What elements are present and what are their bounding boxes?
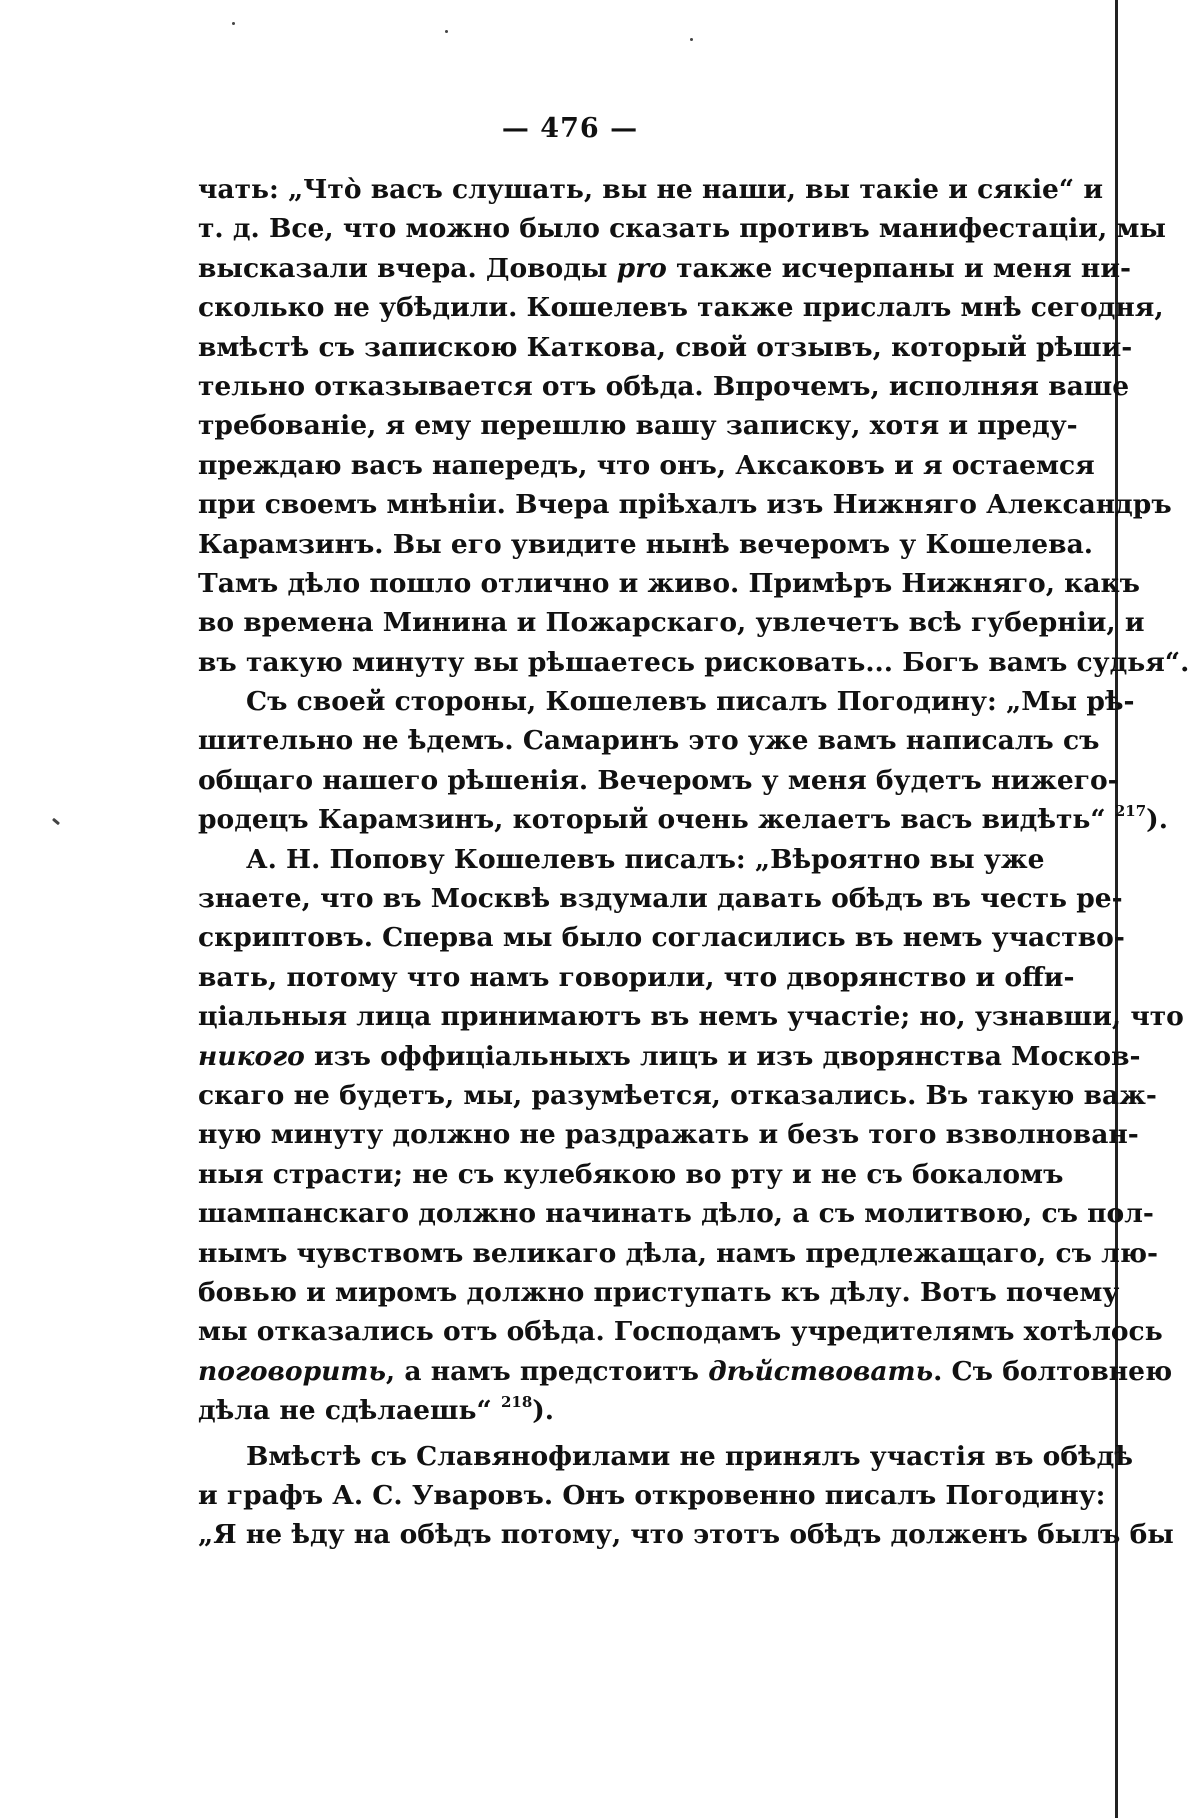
text-line <box>198 564 1140 603</box>
text-segment: , а намъ предстоитъ <box>385 1355 709 1387</box>
text-segment: дѣла не сдѣлаешь“ <box>198 1395 501 1427</box>
text-segment: шампанскаго должно начинать дѣло, а съ молитвою, съ пол- <box>198 1198 1154 1230</box>
text-line <box>198 525 1093 564</box>
text-line <box>198 1352 1173 1391</box>
text-line <box>198 170 1104 209</box>
text-segment: родецъ Карамзинъ, который очень желаетъ васъ видѣть“ <box>198 804 1115 836</box>
text-line <box>198 367 1130 406</box>
text-line <box>198 328 1133 367</box>
scan-speck <box>445 30 448 33</box>
text-segment: „Я не ѣду на обѣдъ потому, что этотъ обѣдъ долженъ былъ бы <box>198 1519 1174 1551</box>
text-segment: . Съ болтовнею <box>933 1355 1173 1387</box>
text-segment: также исчерпаны и меня ни- <box>666 252 1131 284</box>
text-line <box>198 800 1168 839</box>
text-line <box>198 958 1075 997</box>
text-segment: ). <box>1146 804 1168 836</box>
text-line <box>198 406 1078 445</box>
text-line <box>198 997 1184 1036</box>
scan-speck <box>690 38 693 41</box>
text-segment: скриптовъ. Сперва мы было согласились въ немъ участво- <box>198 922 1125 954</box>
text-line <box>198 840 1045 879</box>
text-segment: т. д. Все, что можно было сказать противъ манифестаціи, мы <box>198 213 1166 245</box>
text-segment: ныя страсти; не съ кулебякою во рту и не съ бокаломъ <box>198 1158 1064 1190</box>
text-line <box>198 1194 1154 1233</box>
text-segment: и графъ А. С. Уваровъ. Онъ откровенно писалъ Погодину: <box>198 1479 1106 1511</box>
text-segment: Карамзинъ. Вы его увидите нынѣ вечеромъ у Кошелева. <box>198 528 1093 560</box>
footnote-ref: 218 <box>500 1393 533 1412</box>
text-segment: Съ своей стороны, Кошелевъ писалъ Погодину: „Мы рѣ- <box>246 686 1135 718</box>
text-line <box>198 761 1119 800</box>
text-segment: высказали вчера. Доводы <box>198 252 617 284</box>
text-segment: шительно не ѣдемъ. Самаринъ это уже вамъ написалъ съ <box>198 725 1100 757</box>
text-line <box>198 249 1131 288</box>
text-segment: знаете, что въ Москвѣ вздумали давать обѣдъ въ честь ре- <box>198 883 1123 915</box>
text-line <box>198 446 1095 485</box>
text-segment: изъ оффиціальныхъ лицъ и изъ дворянства Москов- <box>304 1040 1141 1072</box>
italic-text: pro <box>616 252 667 284</box>
text-segment: тельно отказывается отъ обѣда. Впрочемъ, исполняя ваше <box>198 370 1130 402</box>
text-segment: во времена Минина и Пожарскаго, увлечетъ всѣ губерніи, и <box>198 607 1145 639</box>
text-segment: сколько не убѣдили. Кошелевъ также прислалъ мнѣ сегодня, <box>198 292 1164 324</box>
text-line <box>198 1437 1133 1476</box>
body-text <box>198 170 1189 1555</box>
text-line <box>198 721 1100 760</box>
text-segment: требованіе, я ему перешлю вашу записку, хотя и преду- <box>198 410 1078 442</box>
text-line <box>198 1037 1141 1076</box>
italic-text: дѣйствовать <box>708 1355 934 1387</box>
text-line <box>198 1476 1106 1515</box>
text-segment: скаго не будетъ, мы, разумѣется, отказались. Въ такую важ- <box>198 1079 1157 1111</box>
text-segment: мы отказались отъ обѣда. Господамъ учредителямъ хотѣлось <box>198 1316 1163 1348</box>
text-segment: Вмѣстѣ съ Славянофилами не принялъ участія въ обѣдѣ <box>246 1440 1133 1472</box>
text-segment: чать: „Чтò васъ слушать, вы не наши, вы такіе и сякіе“ и <box>198 174 1104 205</box>
text-line <box>198 288 1164 327</box>
text-line <box>198 1234 1159 1273</box>
text-line <box>198 1115 1139 1154</box>
text-segment: общаго нашего рѣшенія. Вечеромъ у меня будетъ нижего- <box>198 764 1119 796</box>
text-segment: при своемъ мнѣніи. Вчера пріѣхалъ изъ Нижняго Александръ <box>198 489 1172 521</box>
text-line <box>198 485 1172 524</box>
text-segment: преждаю васъ напередъ, что онъ, Аксаковъ и я остаемся <box>198 449 1095 481</box>
text-segment: А. Н. Попову Кошелевъ писалъ: „Вѣроятно вы уже <box>246 843 1045 875</box>
text-segment: вмѣстѣ съ запискою Каткова, свой отзывъ, который рѣши- <box>198 331 1133 363</box>
scan-speck <box>232 22 235 25</box>
text-line <box>198 879 1123 918</box>
text-line <box>198 918 1125 957</box>
text-line <box>198 209 1166 248</box>
text-line <box>198 1155 1064 1194</box>
text-line <box>198 682 1135 721</box>
text-segment: бовью и миромъ должно приступать къ дѣлу. Вотъ почему <box>198 1276 1120 1308</box>
text-segment: ціальныя лица принимаютъ въ немъ участіе; но, узнавши, что <box>198 1001 1184 1033</box>
text-line <box>198 603 1145 642</box>
text-line <box>198 1391 1030 1430</box>
text-segment: въ такую минуту вы рѣшаетесь рисковать... Богъ вамъ судья“. <box>198 646 1189 678</box>
italic-text: никого <box>198 1040 305 1072</box>
text-line <box>198 1515 1174 1554</box>
footnote-ref: 217 <box>1114 802 1147 821</box>
scan-speck <box>52 818 60 825</box>
text-line <box>198 1076 1157 1115</box>
page-number: — 476 — <box>501 113 639 144</box>
text-segment: ). <box>532 1395 555 1427</box>
italic-text: поговорить <box>198 1355 386 1387</box>
text-line <box>198 1312 1163 1351</box>
text-segment: вать, потому что намъ говорили, что дворянство и offи- <box>198 961 1075 993</box>
text-line <box>198 643 1189 682</box>
text-segment: ную минуту должно не раздражать и безъ того взволнован- <box>198 1119 1139 1151</box>
text-line <box>198 1273 1120 1312</box>
text-segment: нымъ чувствомъ великаго дѣла, намъ предлежащаго, съ лю- <box>198 1237 1159 1269</box>
text-segment: Тамъ дѣло пошло отлично и живо. Примѣръ Нижняго, какъ <box>198 567 1140 599</box>
